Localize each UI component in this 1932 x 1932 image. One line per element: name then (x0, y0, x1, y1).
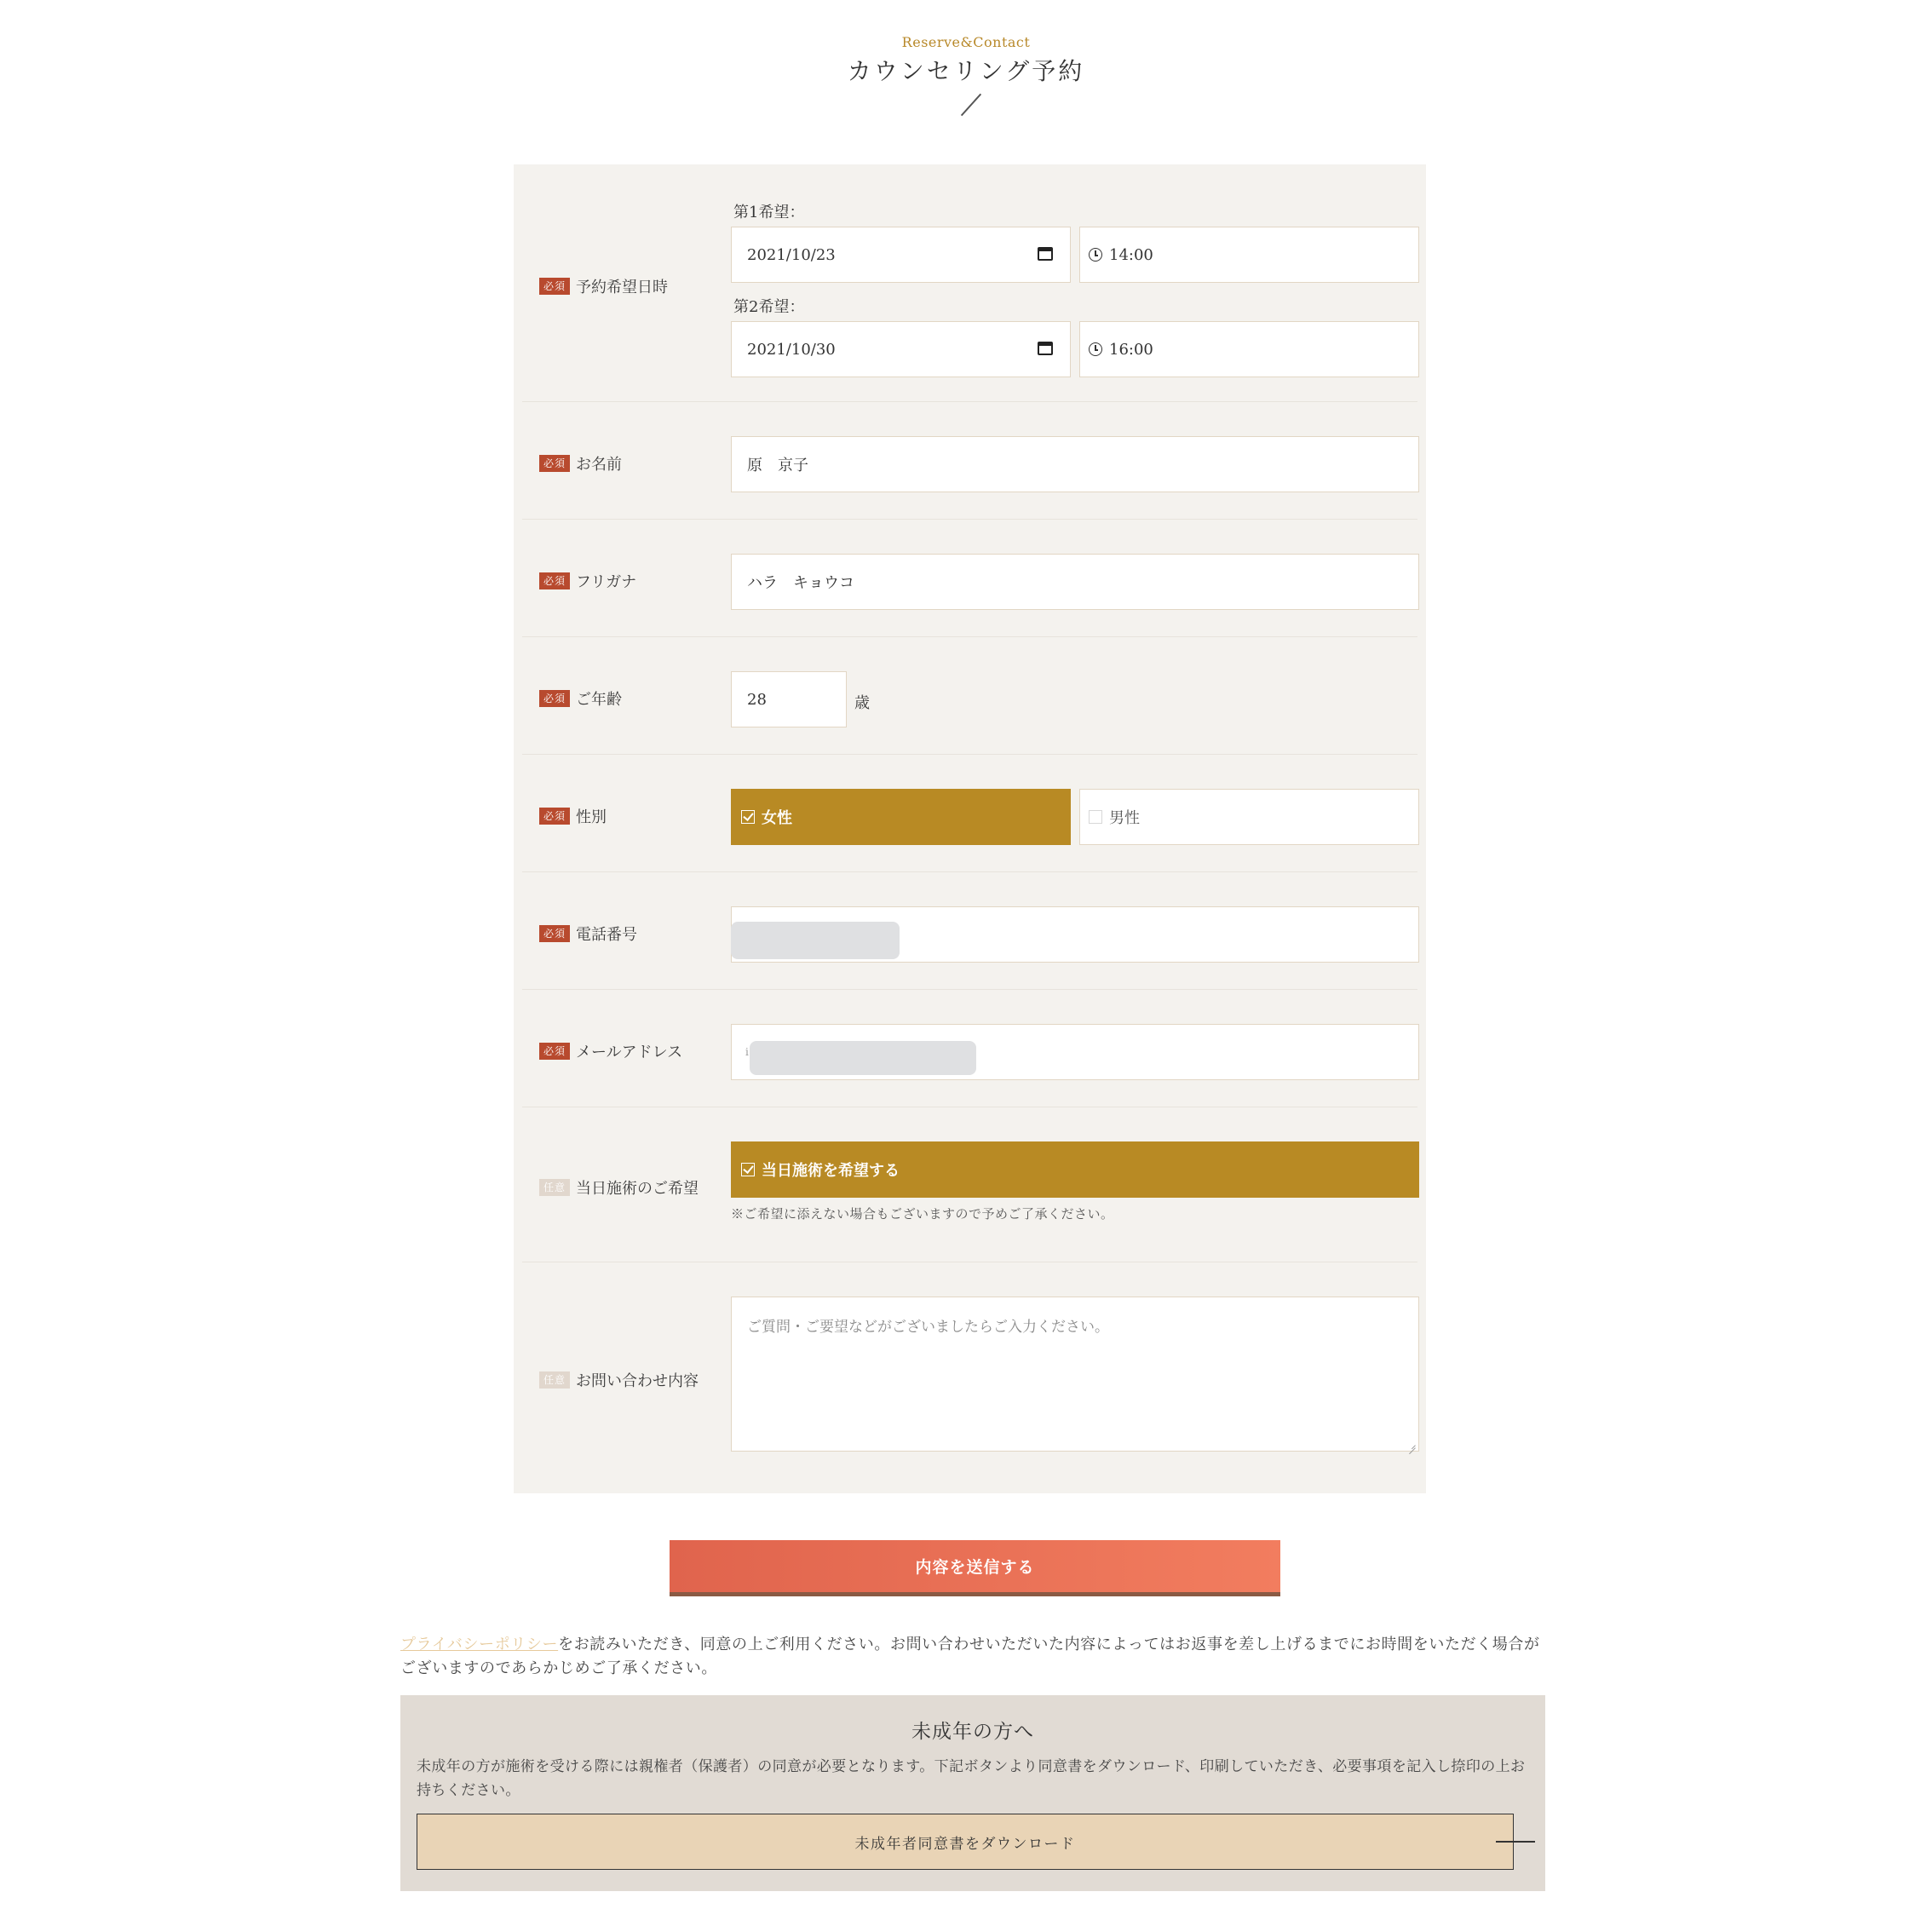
row-same-day (522, 1107, 1417, 1262)
title-divider-slash (961, 94, 981, 117)
furigana-label-text: フリガナ (576, 573, 637, 591)
same-day-treatment-checkbox[interactable] (731, 1141, 1419, 1198)
inquiry-textarea[interactable] (731, 1297, 1419, 1452)
submit-button[interactable]: 内容を送信する (670, 1540, 1280, 1596)
second-preference-label: 第2希望： (733, 298, 805, 316)
gender-label-text: 性別 (576, 808, 607, 826)
inquiry-label-text: お問い合わせ内容 (576, 1372, 699, 1390)
privacy-policy-link[interactable]: プライバシーポリシー (400, 1636, 559, 1653)
age-input[interactable]: 28 (731, 671, 847, 727)
row-name (522, 402, 1417, 520)
phone-label (539, 923, 637, 945)
calendar-icon[interactable] (1038, 342, 1053, 355)
clock-icon (1089, 342, 1102, 356)
required-badge: 必須 (539, 455, 570, 472)
reservation-form (514, 164, 1426, 1493)
optional-badge: 任意 (539, 1179, 570, 1196)
calendar-icon[interactable] (1038, 247, 1053, 261)
minor-notice-box (400, 1695, 1545, 1891)
age-label-text: ご年齢 (576, 691, 623, 709)
clock-icon (1089, 248, 1102, 262)
gender-label (539, 805, 607, 827)
page-title: カウンセリング予約 (847, 57, 1085, 85)
resize-handle-icon[interactable] (1407, 1440, 1416, 1448)
furigana-label (539, 570, 636, 592)
name-label (539, 452, 622, 474)
checked-checkbox-icon (741, 810, 755, 824)
required-badge: 必須 (539, 925, 570, 942)
same-day-option-label: 当日施術を希望する (762, 1162, 900, 1180)
gender-option-label: 男性 (1109, 809, 1140, 827)
row-datetime (522, 164, 1417, 402)
first-date-value: 2021/10/23 (747, 245, 836, 264)
row-email (522, 990, 1417, 1107)
redacted-phone-value (731, 922, 900, 959)
name-input[interactable]: 原 京子 (731, 436, 1419, 492)
email-value-prefix: i (745, 1046, 749, 1058)
required-badge: 必須 (539, 690, 570, 707)
privacy-notice (400, 1633, 1550, 1681)
second-date-value: 2021/10/30 (747, 340, 836, 359)
first-preference-time-input[interactable] (1079, 227, 1419, 283)
age-unit: 歳 (854, 694, 870, 712)
inquiry-label (539, 1369, 699, 1391)
row-phone (522, 872, 1417, 990)
minor-notice-text: 未成年の方が施術を受ける際には親権者（保護者）の同意が必要となります。下記ボタンより同意書をダウンロード、印刷していただき、必要事項を記入し捺印の上お持ちください。 (417, 1758, 1526, 1799)
email-label-text: メールアドレス (576, 1044, 683, 1061)
name-label-text: お名前 (576, 456, 623, 474)
privacy-notice-text: をお読みいただき、同意の上ご利用ください。お問い合わせいただいた内容によってはお返事を差し上げるまでにお時間をいただく場合がございますのであらかじめご了承ください。 (400, 1636, 1540, 1677)
required-badge: 必須 (539, 808, 570, 825)
download-consent-form-button[interactable] (417, 1814, 1514, 1870)
required-badge: 必須 (539, 278, 570, 295)
gender-option-label: 女性 (762, 809, 792, 827)
redacted-email-value (750, 1041, 976, 1075)
same-day-label-text: 当日施術のご希望 (576, 1180, 699, 1198)
same-day-note: ※ご希望に添えない場合もございますので予めご了承ください。 (731, 1206, 1114, 1222)
datetime-label-text: 予約希望日時 (576, 279, 669, 296)
row-gender (522, 755, 1417, 872)
first-preference-label: 第1希望： (733, 204, 805, 221)
unchecked-checkbox-icon (1089, 810, 1102, 824)
required-badge: 必須 (539, 572, 570, 589)
email-label (539, 1040, 682, 1062)
inquiry-placeholder: ご質問・ご要望などがございましたらご入力ください。 (747, 1319, 1109, 1336)
datetime-label (539, 275, 668, 297)
furigana-input[interactable]: ハラ キョウコ (731, 554, 1419, 610)
checked-checkbox-icon (741, 1163, 755, 1176)
optional-badge: 任意 (539, 1371, 570, 1389)
row-age (522, 637, 1417, 755)
same-day-label (539, 1176, 699, 1199)
first-preference-date-input[interactable] (731, 227, 1071, 283)
section-subheading: Reserve&Contact (901, 34, 1031, 50)
gender-option-female[interactable] (731, 789, 1071, 845)
second-time-value: 16:00 (1109, 340, 1153, 359)
phone-label-text: 電話番号 (576, 926, 638, 944)
required-badge: 必須 (539, 1043, 570, 1060)
age-label (539, 687, 622, 710)
row-furigana (522, 520, 1417, 637)
gender-option-male[interactable] (1079, 789, 1419, 845)
download-button-label: 未成年者同意書をダウンロード (854, 1835, 1076, 1853)
minor-notice-title: 未成年の方へ (911, 1721, 1034, 1743)
row-inquiry (522, 1262, 1417, 1484)
second-preference-time-input[interactable] (1079, 321, 1419, 377)
arrow-line-icon (1496, 1841, 1535, 1843)
second-preference-date-input[interactable] (731, 321, 1071, 377)
first-time-value: 14:00 (1109, 245, 1153, 264)
